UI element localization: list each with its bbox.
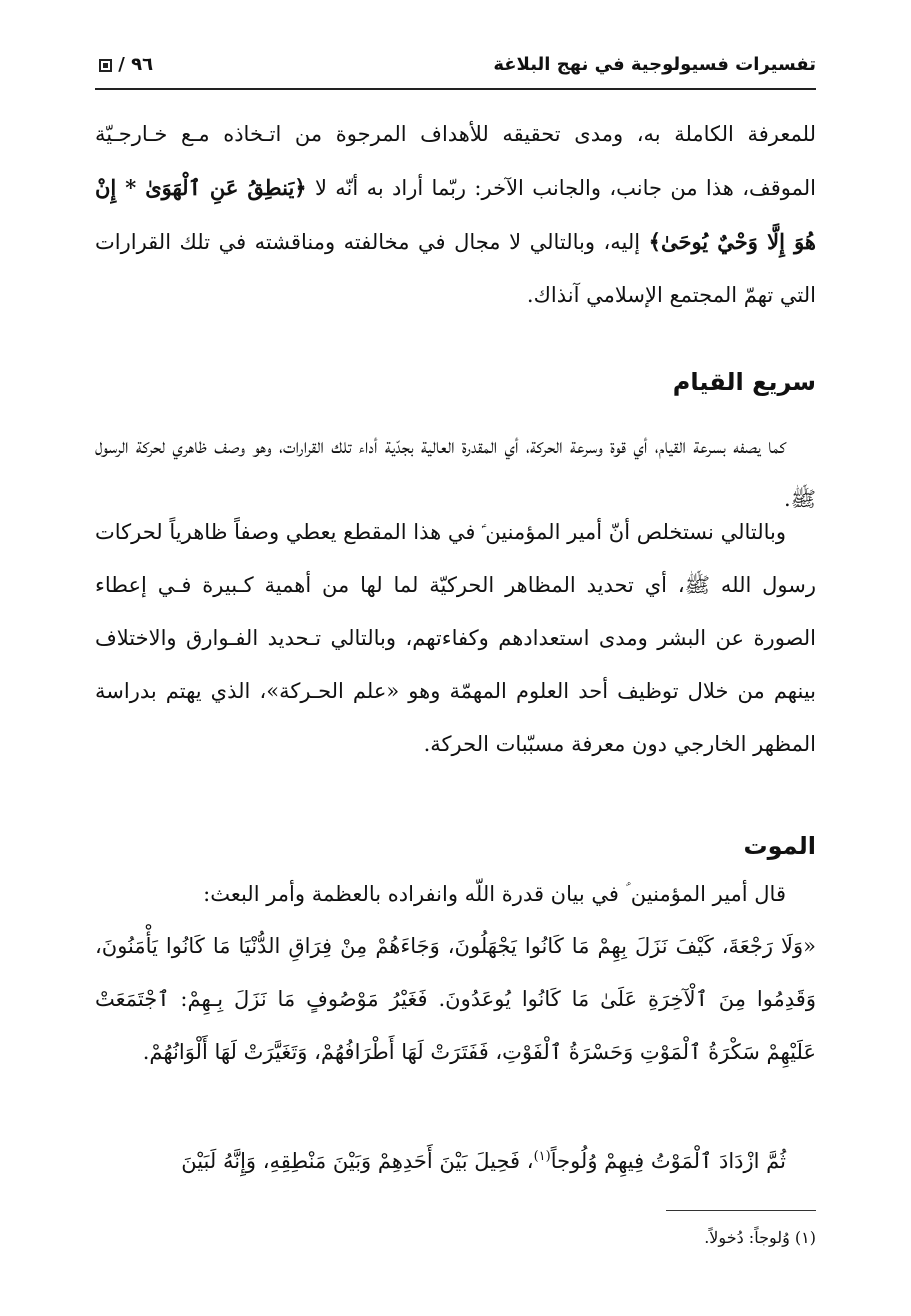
sermon-quote-b-start: ثُمَّ ازْدَادَ ٱلْمَوْتُ فِيهِمْ وُلُوجاً <box>550 1149 786 1173</box>
page-number-text: ٩٦ / <box>118 54 154 75</box>
footnote: (١) وُلوجاً: دُخولاً. <box>704 1228 816 1247</box>
section-heading-death: الموت <box>743 832 816 860</box>
sermon-quote-b <box>95 1130 816 1188</box>
section-heading-swift-rising: سريع القيام <box>672 368 816 396</box>
square-bullet-icon <box>99 59 112 72</box>
header-title: تفسيرات فسيولوجية في نهج البلاغة <box>493 54 816 75</box>
sermon-quote-a: «وَلَا رَجْعَةَ، كَيْفَ نَزَلَ بِهِمْ مَا كَانُوا يَجْهَلُونَ، وَجَاءَهُمْ مِنْ فِرَاقِ الدُّنْيَا مَا كَانُوا يَأْمَنُونَ، وَقَدِمُوا مِنَ ٱلْآخِرَةِ عَلَىٰ مَا كَانُوا يُوعَدُونَ. فَغَيْرُ مَوْصُوفٍ مَا نَزَلَ بِـهِمْ: ٱجْتَمَعَتْ عَلَيْهِمْ سَكْرَةُ ٱلْمَوْتِ وَحَسْرَةُ ٱلْفَوْتِ، فَفَتَرَتْ لَهَا أَطْرَافُهُمْ، وَتَغَيَّرَتْ لَهَا أَلْوَانُهُمْ. <box>95 934 816 1064</box>
paragraph-intro <box>95 108 816 322</box>
paragraph-death-intro: قال أمير المؤمنين ؑ في بيان قدرة اللّه وانفراده بالعظمة وأمر البعث: <box>203 882 786 906</box>
paragraph-conclusion: وبالتالي نستخلص أنّ أمير المؤمنين ؑ في هذا المقطع يعطي وصفاً ظاهرياً لحركات رسول الله ﷺ، أي تحديد المظاهر الحركيّة لما لها من أهمية كـبيرة فـي إعطاء الصورة عن البشر ومدى استعدادهم وكفاءتهم، وبالتالي تـحديد الفـوارق والاختلاف بينهم من خلال توظيف أحد العلوم المهمّة وهو «علم الحـركة»، الذي يهتم بدراسة المظهر الخارجي دون معرفة مسبّبات الحركة. <box>95 520 816 756</box>
footnote-marker[interactable]: (١) <box>533 1149 551 1164</box>
paragraph-intro-text-a: للمعرفة الكاملة به، ومدى تحقيقه للأهداف المرجوة من اتـخاذه مـع خـارجـيّة الموقف، هذا من جانب، والجانب الآخر: ربّما أراد به أنّه لا <box>95 122 816 200</box>
sermon-quote-b-end: ، فَحِيلَ بَيْنَ أَحَدِهِمْ وَبَيْنَ مَنْطِقِهِ، وَإِنَّهُ لَبَيْنَ <box>181 1149 534 1173</box>
paragraph-swift-rising: كما يصفه بسرعة القيام، أي قوة وسرعة الحركة، أي المقدرة العالية بجدّية أداء تلك القرارات، وهو وصف ظاهري لحركة الرسول ﷺ. <box>95 434 816 511</box>
footnote-divider <box>666 1210 816 1211</box>
paragraph-intro-text-b: إليه، وبالتالي لا مجال في مخالفته ومناقشته في تلك القرارات التي تهمّ المجتمع الإسلامي آنذاك. <box>95 230 816 307</box>
quran-verse: ﴿يَنطِقُ عَنِ ٱلْهَوَىٰ * إِنْ هُوَ إِلَّا وَحْيٌ يُوحَىٰ﴾ <box>95 175 816 254</box>
page-number <box>95 54 153 75</box>
running-header <box>95 50 816 90</box>
